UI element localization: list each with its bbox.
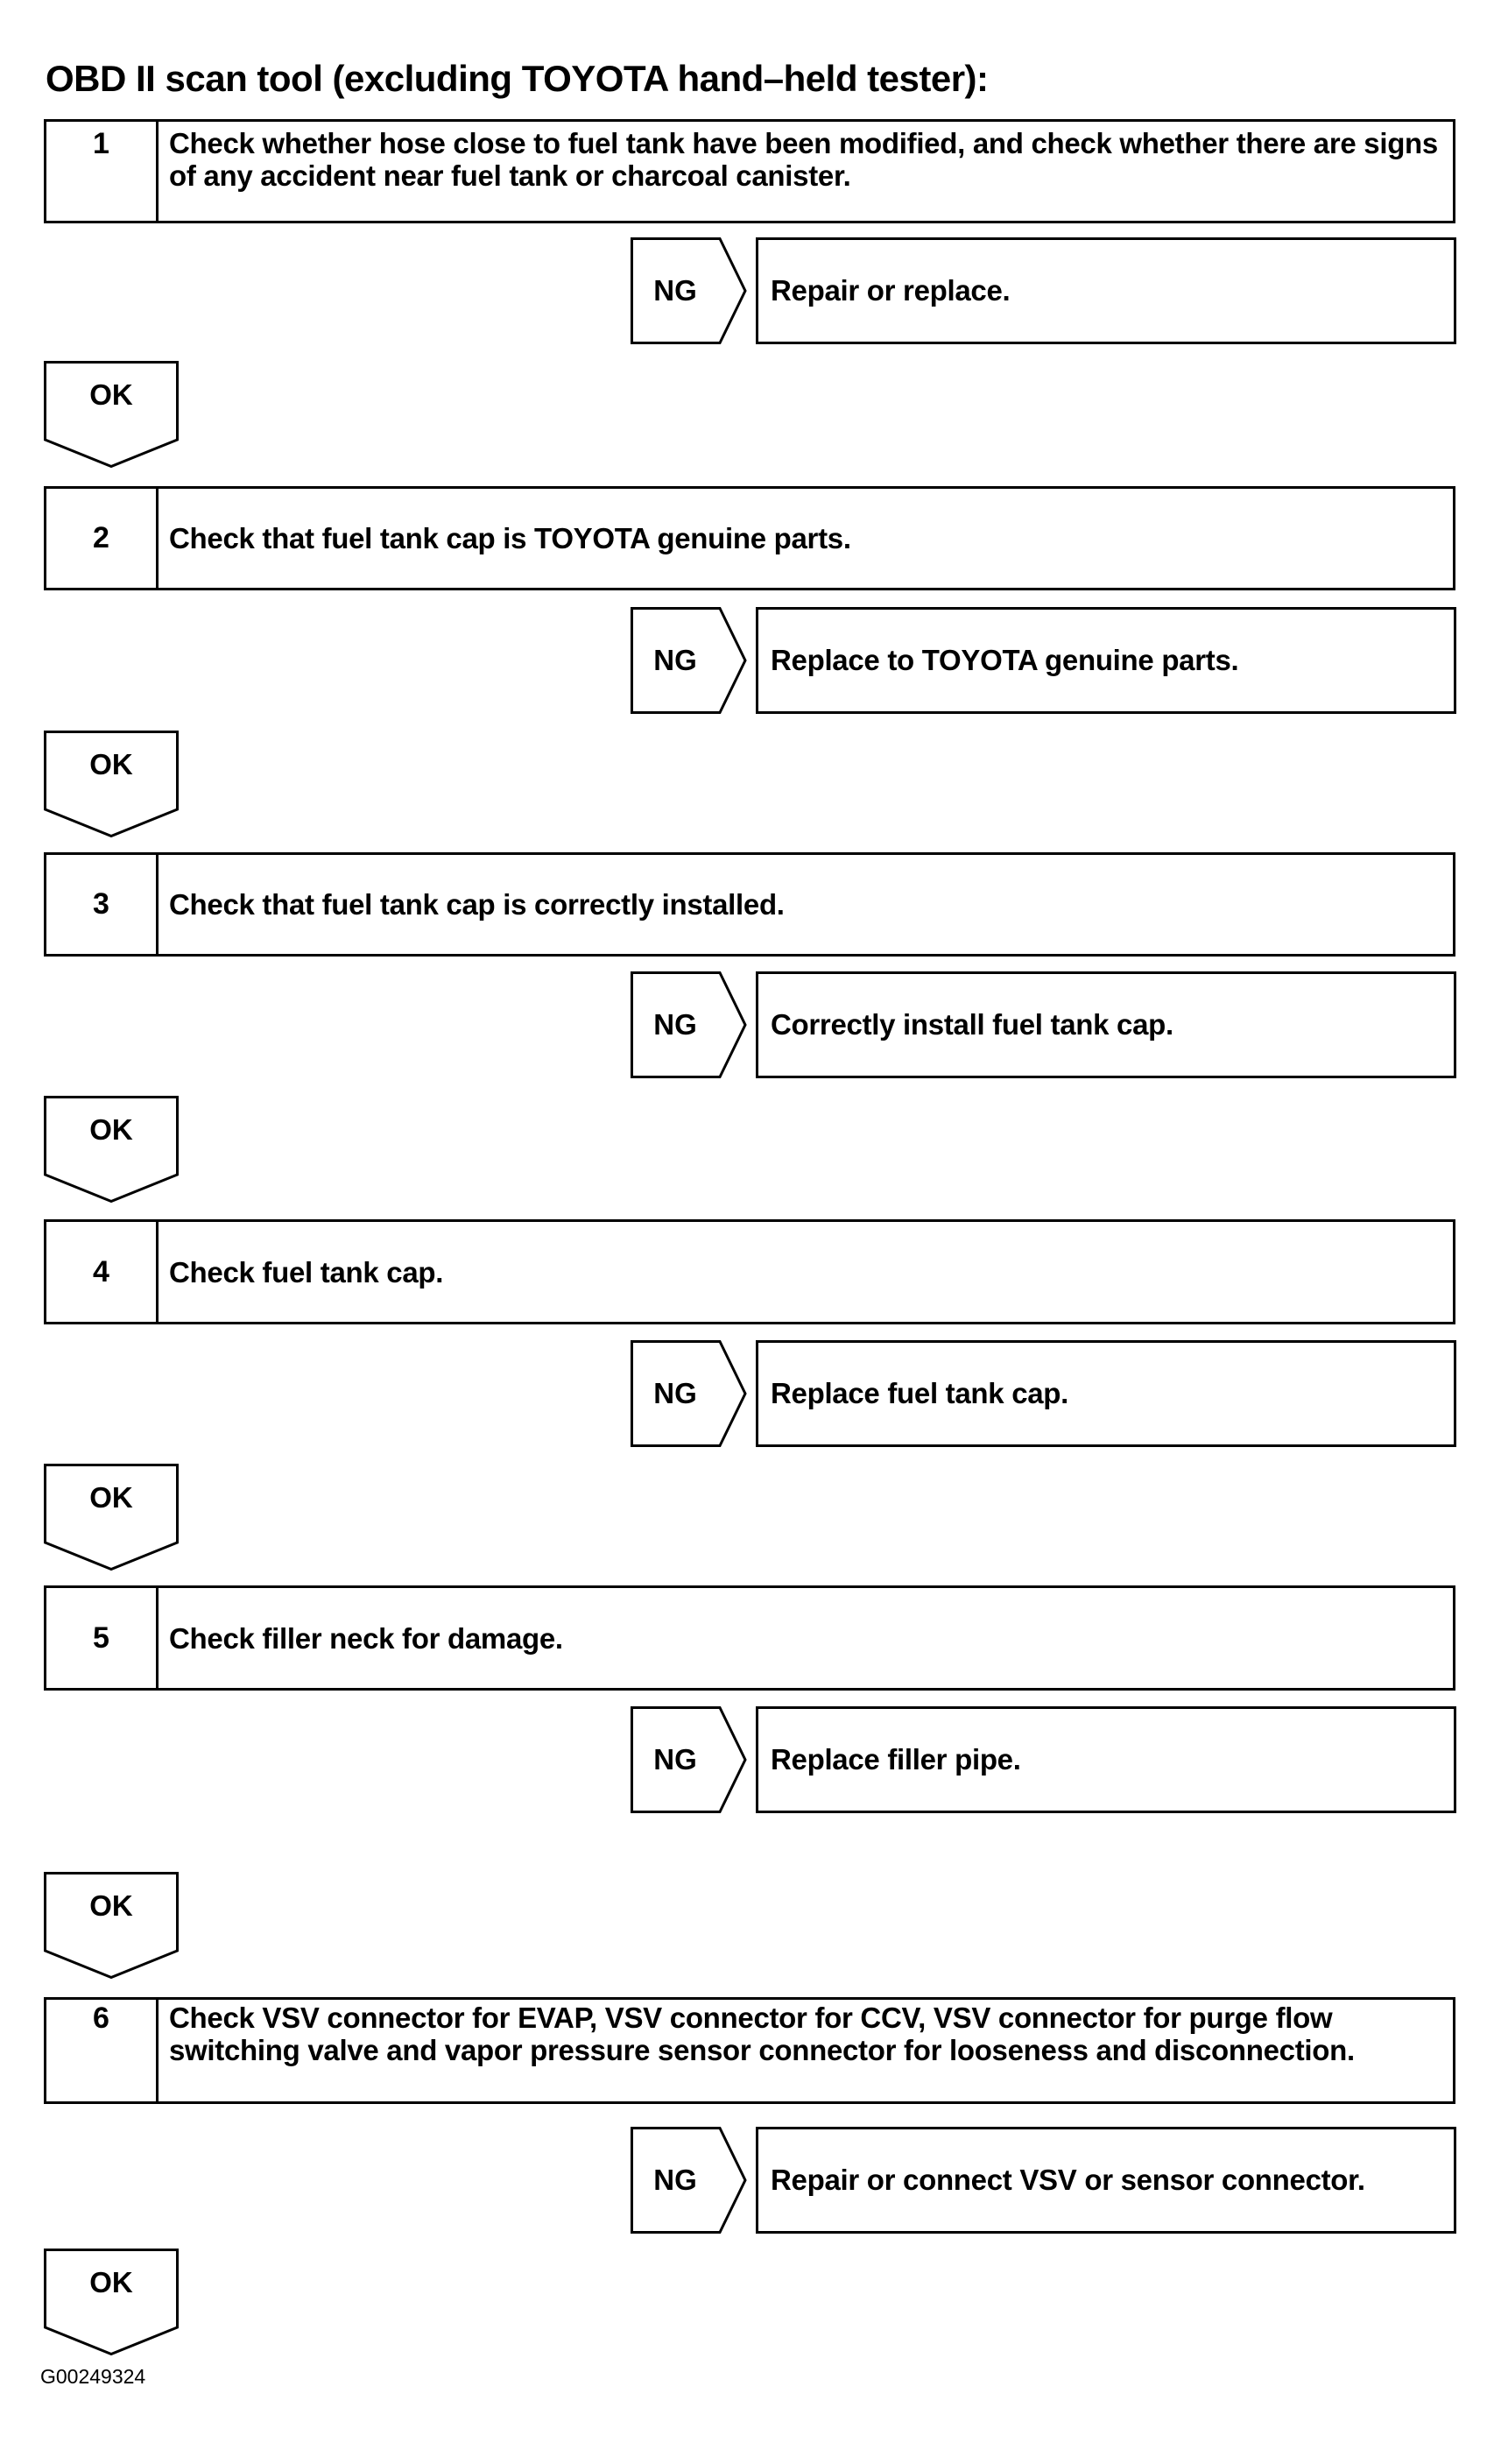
ok-arrow-6 [44,2249,179,2355]
ng-action-box-1: Repair or replace. [756,237,1456,344]
step-text: Check that fuel tank cap is TOYOTA genuine parts. [169,522,851,554]
step-number: 2 [46,489,159,588]
figure-id: G00249324 [40,2365,146,2388]
ng-arrow-4 [631,1340,748,1447]
step-number: 5 [46,1588,159,1688]
ng-label: NG [653,1743,697,1776]
ok-arrow-4 [44,1464,179,1571]
step-box-6 [44,1997,1455,2104]
ok-label: OK [89,1889,133,1922]
ok-label: OK [89,378,133,411]
ok-arrow-1 [44,361,179,468]
ok-arrow-shape [44,1096,179,1203]
step-box-1 [44,119,1455,223]
ng-arrow-2 [631,607,748,714]
ng-label: NG [653,2164,697,2196]
ng-action-box-5: Replace filler pipe. [756,1706,1456,1813]
page-title: OBD II scan tool (excluding TOYOTA hand–held tester): [46,58,989,99]
ok-arrow-5 [44,1872,179,1979]
ok-arrow-3 [44,1096,179,1203]
ok-label: OK [89,748,133,780]
ng-arrow-3 [631,971,748,1078]
step-number: 4 [46,1222,159,1322]
ng-action-box-6: Repair or connect VSV or sensor connector. [756,2127,1456,2234]
ok-arrow-2 [44,731,179,837]
ok-arrow-shape [44,1872,179,1979]
step-text: Check VSV connector for EVAP, VSV connector for CCV, VSV connector for purge flow switching valve and vapor pressure sensor connector for looseness and disconnection. [169,2002,1355,2066]
ok-arrow-shape [44,2249,179,2355]
ok-arrow-shape [44,731,179,837]
ng-label: NG [653,1377,697,1409]
ok-arrow-shape [44,361,179,468]
ok-label: OK [89,1113,133,1146]
ok-label: OK [89,2266,133,2298]
step-box-3 [44,852,1455,957]
ng-action-box-3: Correctly install fuel tank cap. [756,971,1456,1078]
ng-label: NG [653,274,697,307]
step-box-4 [44,1219,1455,1324]
ng-action-box-2: Replace to TOYOTA genuine parts. [756,607,1456,714]
step-number: 6 [46,2000,159,2101]
step-text: Check whether hose close to fuel tank have been modified, and check whether there are signs of any accident near fuel tank or charcoal canister. [169,127,1438,192]
step-box-5 [44,1585,1455,1691]
step-number: 3 [46,855,159,954]
step-box-2 [44,486,1455,590]
ng-action-box-4: Replace fuel tank cap. [756,1340,1456,1447]
step-text: Check that fuel tank cap is correctly installed. [169,888,785,921]
ok-label: OK [89,1481,133,1514]
ng-label: NG [653,1008,697,1041]
ng-label: NG [653,644,697,676]
step-text: Check fuel tank cap. [169,1255,444,1288]
step-number: 1 [46,122,159,221]
ng-arrow-1 [631,237,748,344]
ok-arrow-shape [44,1464,179,1571]
step-text: Check filler neck for damage. [169,1621,563,1655]
ng-arrow-6 [631,2127,748,2234]
ng-arrow-5 [631,1706,748,1813]
